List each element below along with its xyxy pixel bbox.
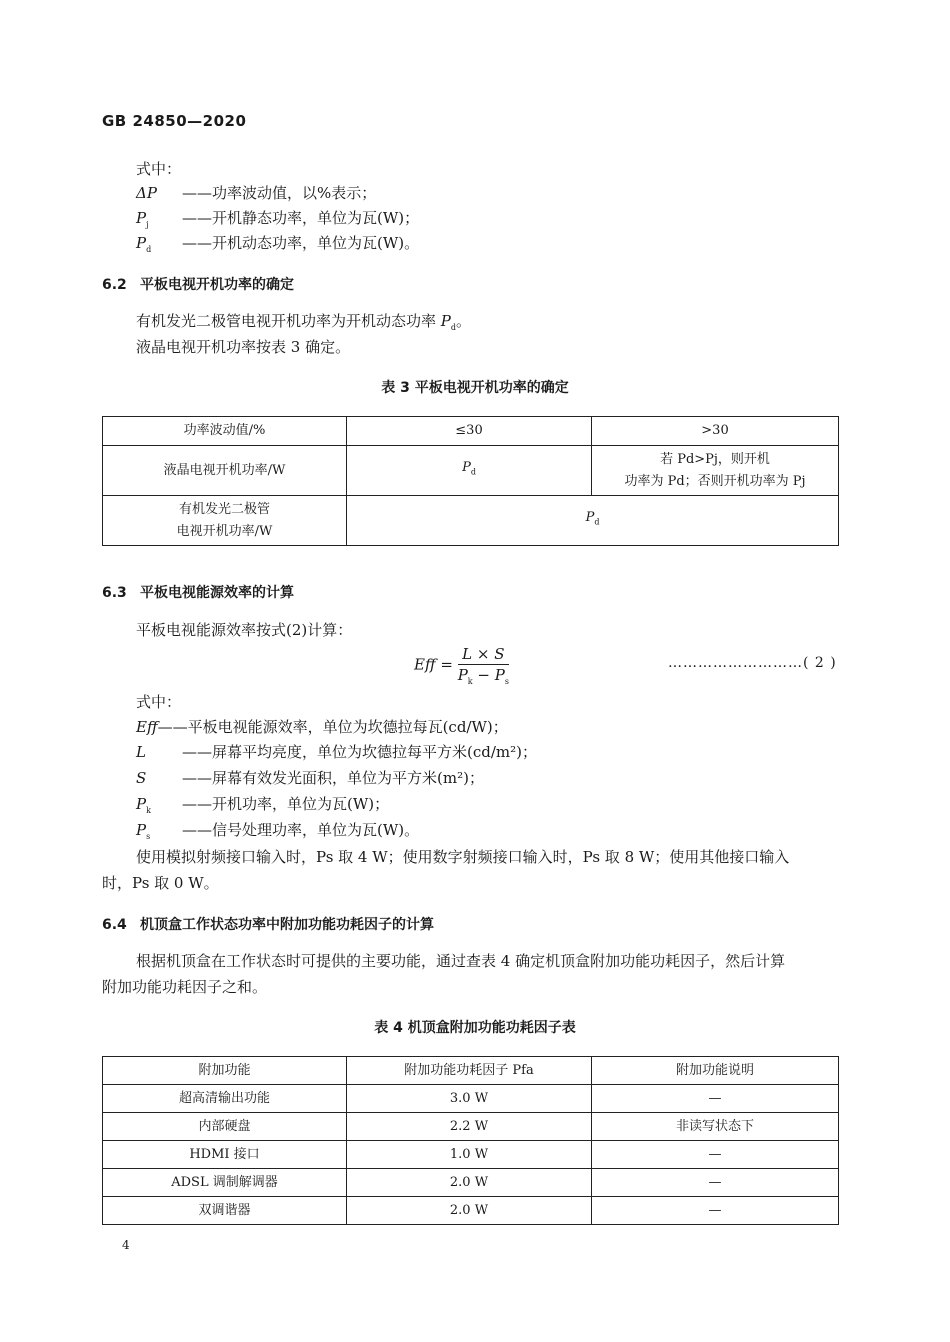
table-4-caption: 表 4 机顶盒附加功能功耗因子表: [374, 1020, 576, 1036]
paragraph: 附加功能功耗因子之和。: [102, 978, 268, 996]
table-cell: $P_d$: [347, 496, 839, 546]
definition-text: ——信号处理功率，单位为瓦(W)。: [182, 821, 420, 839]
definition-row: [136, 181, 376, 206]
table-cell: >30: [592, 417, 839, 446]
formula-fraction: $\frac{L \times S}{P_k - P_s}$: [457, 645, 509, 686]
symbol: $P_d$: [136, 234, 152, 254]
table-header-row: [103, 1057, 839, 1085]
table-row: [103, 446, 839, 496]
formula-2: Eff = $\frac{L \times S}{P_k - P_s}$: [414, 645, 509, 686]
table-header-cell: 附加功能功耗因子 Pfa: [347, 1057, 592, 1085]
table-cell: ADSL 调制解调器: [103, 1169, 347, 1197]
definition-text: ——屏幕有效发光面积，单位为平方米(m²)；: [182, 769, 484, 787]
definition-text: ——平板电视能源效率，单位为坎德拉每瓦(cd/W)；: [157, 718, 508, 736]
table-header-cell: 附加功能: [103, 1057, 347, 1085]
table-cell: 双调谐器: [103, 1197, 347, 1225]
definition-row: [136, 231, 419, 262]
symbol: L: [136, 743, 146, 761]
table-row: [103, 1141, 839, 1169]
table-cell: —: [592, 1085, 839, 1113]
symbol: $P_k$: [136, 795, 151, 815]
table-cell: 非读写状态下: [592, 1113, 839, 1141]
section-heading-6-2: 6.2 平板电视开机功率的确定: [102, 277, 294, 293]
definition-text: ——开机静态功率，单位为瓦(W)；: [182, 209, 420, 227]
table-cell: —: [592, 1169, 839, 1197]
symbol: Eff: [136, 718, 158, 736]
section-heading-6-3: 6.3 平板电视能源效率的计算: [102, 585, 294, 601]
table-cell: 2.2 W: [347, 1113, 592, 1141]
table-3: [102, 416, 839, 546]
where-label: 式中：: [136, 693, 182, 711]
table-cell: 若 Pd>Pj，则开机 功率为 Pd；否则开机功率为 Pj: [592, 446, 839, 496]
definition-text: ——开机动态功率，单位为瓦(W)。: [182, 234, 420, 252]
table-cell: 有机发光二极管 电视开机功率/W: [103, 496, 347, 546]
table-row: [103, 1113, 839, 1141]
table-4: [102, 1056, 839, 1225]
definition-row: [136, 740, 537, 765]
paragraph: 有机发光二极管电视开机功率为开机动态功率 $P_d$。: [136, 312, 472, 332]
section-heading-6-4: 6.4 机顶盒工作状态功率中附加功能功耗因子的计算: [102, 917, 434, 933]
symbol: S: [136, 769, 147, 787]
paragraph: 时，Ps 取 0 W。: [102, 874, 219, 892]
symbol: $P_s$: [136, 821, 151, 841]
table-cell: —: [592, 1141, 839, 1169]
symbol: $P_j$: [136, 209, 149, 229]
table-cell: $P_d$: [347, 446, 592, 496]
table-cell: 功率波动值/%: [103, 417, 347, 446]
table-row: [103, 1197, 839, 1225]
definition-text: ——屏幕平均亮度，单位为坎德拉每平方米(cd/m²)；: [182, 743, 537, 761]
table-row: [103, 417, 839, 446]
definition-text: ——功率波动值，以%表示；: [182, 184, 377, 202]
definition-text: ——开机功率，单位为瓦(W)；: [182, 795, 390, 813]
table-row: [103, 1169, 839, 1197]
table-3-caption: 表 3 平板电视开机功率的确定: [381, 380, 569, 396]
table-cell: 3.0 W: [347, 1085, 592, 1113]
table-cell: 2.0 W: [347, 1169, 592, 1197]
table-cell: 液晶电视开机功率/W: [103, 446, 347, 496]
symbol: ΔP: [136, 184, 157, 202]
paragraph: 使用模拟射频接口输入时，Ps 取 4 W；使用数字射频接口输入时，Ps 取 8 W；使用其他接口输入: [136, 848, 790, 866]
paragraph: 平板电视能源效率按式(2)计算：: [136, 621, 353, 639]
definition-row: [136, 715, 508, 740]
table-cell: HDMI 接口: [103, 1141, 347, 1169]
equation-number: ………………………( 2 ): [668, 655, 837, 671]
table-cell: 2.0 W: [347, 1197, 592, 1225]
table-cell: 1.0 W: [347, 1141, 592, 1169]
table-row: [103, 496, 839, 546]
page-number: 4: [122, 1238, 130, 1252]
paragraph: 根据机顶盒在工作状态时可提供的主要功能，通过查表 4 确定机顶盒附加功能功耗因子，然后计算: [136, 952, 786, 970]
document-header: GB 24850—2020: [102, 112, 247, 130]
where-label: 式中：: [136, 160, 182, 178]
table-header-cell: 附加功能说明: [592, 1057, 839, 1085]
table-cell: 超高清输出功能: [103, 1085, 347, 1113]
table-cell: —: [592, 1197, 839, 1225]
table-cell: ≤30: [347, 417, 592, 446]
table-row: [103, 1085, 839, 1113]
table-cell: 内部硬盘: [103, 1113, 347, 1141]
definition-row: [136, 766, 484, 791]
paragraph: 液晶电视开机功率按表 3 确定。: [136, 338, 351, 356]
